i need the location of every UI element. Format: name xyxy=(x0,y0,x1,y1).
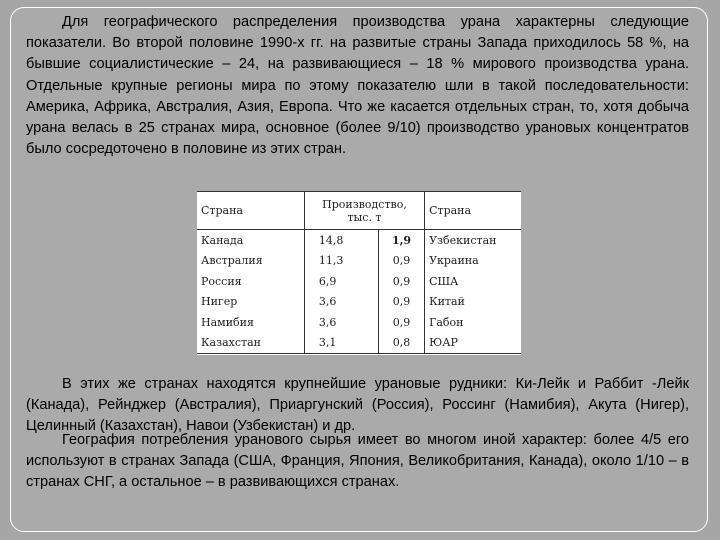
cell-country2: Узбекистан xyxy=(429,233,497,247)
header-country-right: Страна xyxy=(425,192,521,230)
paragraph-consumption: География потребления уранового сырья имеет во многом иной характер: более 4/5 его используют в странах Запада (США, Франция, Япония, Великобритания, Канада), около 1/10 – в странах СНГ, а остальное – в развивающихся странах. xyxy=(26,432,689,491)
table-row xyxy=(197,292,521,313)
cell-country: Нигер xyxy=(197,292,304,313)
cell-value: 3,6 xyxy=(304,292,378,313)
table-row xyxy=(197,230,521,251)
cell-country: Намибия xyxy=(197,312,304,333)
cell-country: Канада xyxy=(197,230,304,251)
paragraph-intro: Для географического распределения производства урана характерны следующие показатели. Во второй половине 1990-х гг. на развитые страны Запада приходилось 58 %, на бывшие социалистические – 24, на развивающиеся – 18 % мирового производства урана. Отдельные крупные регионы мира по этому показателю шли в такой последовательности: Америка, Африка, Австралия, Азия, Европа. Что же касается отдельных стран, то, хотя добыча урана велась в 25 странах мира, основное (более 9/10) производство урановых концентратов было сосредоточено в половине из этих стран. xyxy=(26,14,689,158)
cell-value2: 1,9 xyxy=(378,230,424,251)
header-country-left: Страна xyxy=(197,192,304,230)
paragraph-mines: В этих же странах находятся крупнейшие урановые рудники: Ки-Лейк и Раббит -Лейк (Канада), Рейнджер (Австралия), Приаргунский (Россия), Россинг (Намибия), Акута (Нигер), Целинный (Казахстан), Навои (Узбекистан) и др. xyxy=(26,376,689,435)
header-production: Производство, тыс. т xyxy=(304,192,424,230)
cell-value: 14,8 xyxy=(304,230,378,251)
cell-country: Казахстан xyxy=(197,333,304,354)
table-row xyxy=(197,333,521,354)
cell-value2: 0,9 xyxy=(378,271,424,292)
cell-value: 3,1 xyxy=(304,333,378,354)
cell-value2: 0,9 xyxy=(378,251,424,272)
cell-value2: 0,9 xyxy=(378,312,424,333)
cell-country2: Украина xyxy=(429,254,479,268)
cell-country2: США xyxy=(429,274,459,288)
cell-country2: Китай xyxy=(429,295,465,309)
cell-country2: Габон xyxy=(429,315,464,329)
cell-value: 11,3 xyxy=(304,251,378,272)
table-row xyxy=(197,312,521,333)
cell-country2: ЮАР xyxy=(425,333,521,354)
table xyxy=(197,191,521,354)
table-header-row xyxy=(197,192,521,230)
cell-value: 3,6 xyxy=(304,312,378,333)
uranium-production-table xyxy=(197,191,521,355)
cell-value2: 0,9 xyxy=(378,292,424,313)
cell-country: Австралия xyxy=(197,251,304,272)
cell-value2: 0,8 xyxy=(378,333,424,354)
table-row xyxy=(197,251,521,272)
cell-country: Россия xyxy=(197,271,304,292)
table-row xyxy=(197,271,521,292)
cell-value: 6,9 xyxy=(304,271,378,292)
